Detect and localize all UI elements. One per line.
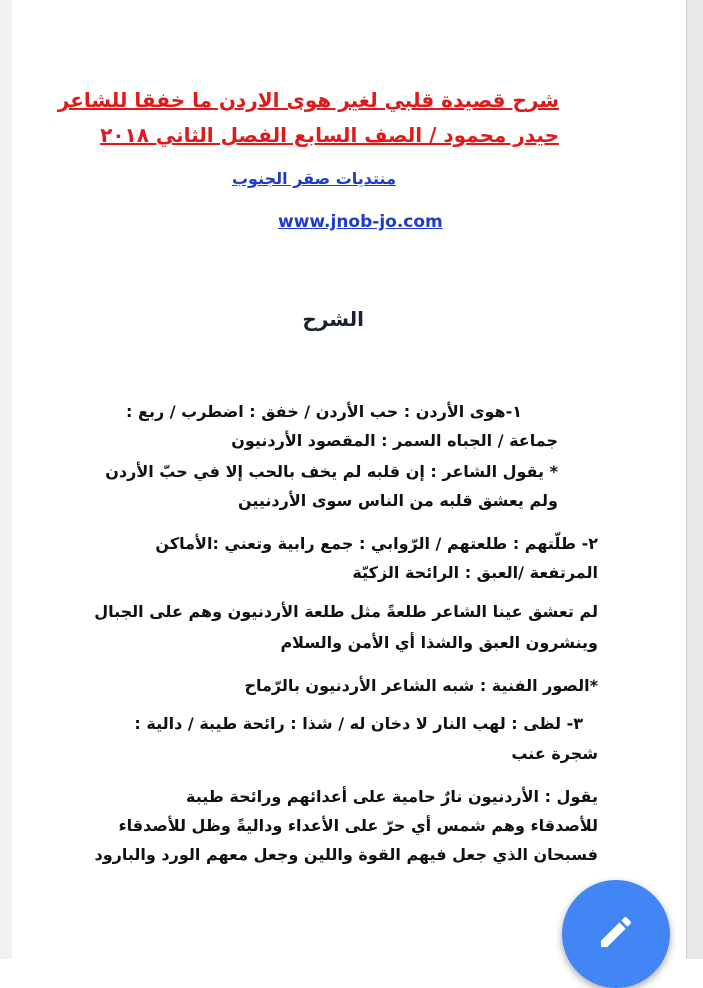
- body-line: ٣- لظى : لهب النار لا دخان له / شذا : رائحة طيبة / دالية :: [134, 714, 583, 733]
- forum-link[interactable]: منتديات صقر الجنوب: [231, 169, 396, 188]
- body-line: فسبحان الذي جعل فيهم القوة واللين وجعل معهم الورد والبارود: [94, 845, 598, 864]
- body-line: * يقول الشاعر : إن قلبه لم يخف بالحب إلا في حبّ الأردن: [105, 462, 558, 481]
- body-line: لم تعشق عينا الشاعر طلعةً مثل طلعة الأردنيون وهم على الجبال: [94, 602, 598, 621]
- edit-fab-button[interactable]: [562, 880, 670, 988]
- document-title-line-2: حيدر محمود / الصف السابع الفصل الثاني ٢٠١٨: [100, 123, 559, 147]
- body-line: يقول : الأردنيون نارٌ حامية على أعدائهم ورائحة طيبة: [186, 787, 598, 806]
- section-heading: الشرح: [302, 307, 364, 331]
- body-line: جماعة / الجباه السمر : المقصود الأردنيون: [231, 431, 558, 450]
- document-title-line-1: شرح قصيدة قلبي لغير هوى الاردن ما خفقا للشاعر: [57, 88, 559, 112]
- body-line: وينشرون العبق والشذا أي الأمن والسلام: [280, 633, 598, 652]
- body-line: ولم يعشق قلبه من الناس سوى الأردنيين: [237, 491, 558, 510]
- body-line: شجرة عنب: [511, 744, 598, 763]
- body-line: ٢- طلّتهم : طلعتهم / الرّوابي : جمع رابية وتعني :الأماكن: [155, 534, 598, 553]
- page-right-edge: [686, 0, 703, 959]
- body-line: *الصور الفنية : شبه الشاعر الأردنيون بالرّماح: [244, 676, 598, 695]
- document-page: [12, 0, 686, 959]
- website-link[interactable]: www.jnob-jo.com: [278, 212, 443, 232]
- pencil-icon: [596, 912, 636, 952]
- body-line: للأصدقاء وهم شمس أي حرّ على الأعداء وداليةً وظل للأصدقاء: [118, 816, 598, 835]
- body-line: ١-هوى الأردن : حب الأردن / خفق : اضطرب / ربع :: [126, 402, 522, 421]
- body-line: المرتفعة /العبق : الرائحة الزكيّة: [352, 563, 598, 582]
